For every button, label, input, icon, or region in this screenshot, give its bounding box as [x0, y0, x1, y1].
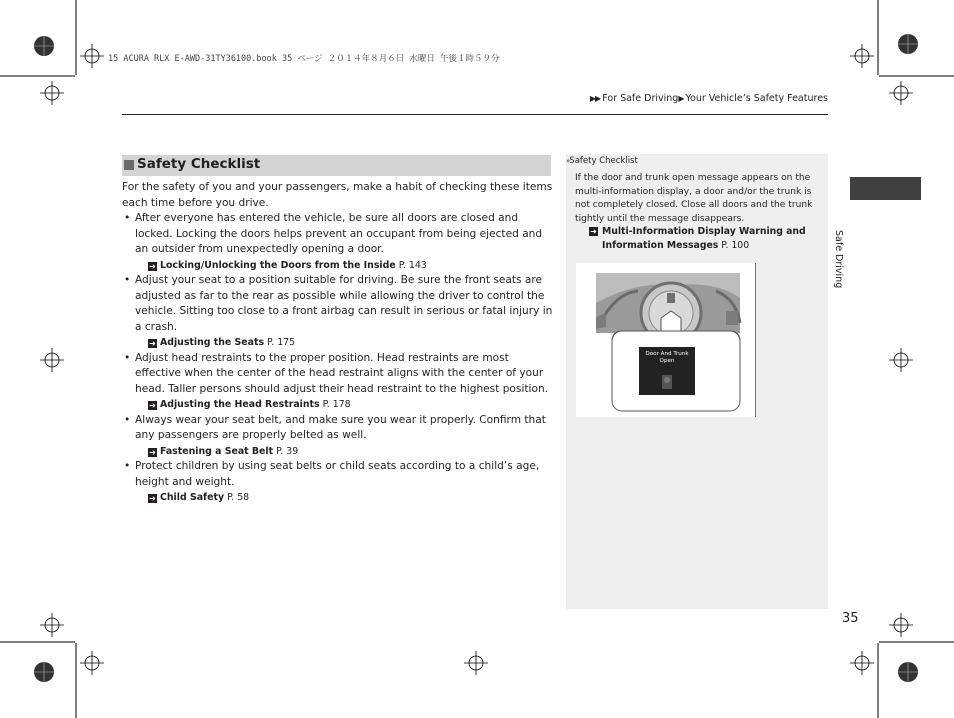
section-title: Safety Checklist	[137, 156, 261, 172]
header-rule	[122, 114, 828, 115]
cross-reference[interactable]	[122, 397, 554, 413]
breadcrumb	[590, 93, 828, 104]
breadcrumb-part-2[interactable]: Your Vehicle’s Safety Features	[685, 93, 828, 104]
list-item	[122, 413, 554, 444]
breadcrumb-separator-icon: ▶	[678, 94, 684, 103]
door-trunk-open-message: Door And Trunk Open	[645, 351, 689, 364]
reference-page: P. 178	[322, 399, 351, 410]
bullet-icon: •	[124, 274, 131, 286]
bullet-icon: •	[124, 460, 131, 472]
reference-title[interactable]: Fastening a Seat Belt	[160, 445, 274, 457]
cross-reference[interactable]	[122, 335, 554, 351]
bullet-icon: •	[124, 212, 131, 224]
dashboard-illustration	[576, 263, 756, 417]
reference-arrow-icon: ➜	[149, 339, 156, 348]
reference-title[interactable]: Adjusting the Head Restraints	[160, 399, 320, 410]
chapter-tab-label: Safe Driving	[833, 230, 844, 289]
reference-arrow-icon: ➜	[149, 494, 156, 503]
sidebar-heading	[566, 156, 638, 166]
reference-title[interactable]: Adjusting the Seats	[160, 337, 265, 348]
list-item	[122, 459, 554, 490]
reference-page: P. 143	[398, 259, 427, 271]
list-item	[122, 211, 554, 258]
sidebar-reference-page: P. 100	[721, 239, 750, 251]
reference-arrow-icon: ➜	[590, 227, 597, 236]
reference-page: P. 58	[227, 492, 250, 503]
bullet-icon: •	[124, 351, 131, 364]
bullet-icon: •	[124, 413, 131, 426]
list-item-text: Protect children by using seat belts or child seats according to a child’s age, height and weight.	[135, 460, 540, 488]
reference-page: P. 39	[276, 445, 299, 457]
list-item-text: Adjust your seat to a position suitable for driving. Be sure the front seats are adjusted as far to the rear as possible while allowing the driver to control the vehicle. Sitting too close to a front airbag can result in serious or fatal injury in a crash.	[135, 274, 553, 333]
cross-reference[interactable]	[122, 258, 554, 274]
sidebar-heading-text: Safety Checklist	[569, 156, 638, 166]
cross-reference[interactable]	[122, 490, 554, 506]
chapter-tab	[850, 177, 921, 200]
breadcrumb-arrows-icon: ▶▶	[589, 94, 601, 103]
intro-paragraph: For the safety of you and your passengers, make a habit of checking these items each time before you drive.	[122, 181, 553, 209]
list-item	[122, 273, 554, 335]
print-header: 15 ACURA RLX E-AWD-31TY36100.book 35 ページ ２０１４年８月６日 水曜日 午後１時５９分	[108, 54, 500, 64]
reference-title[interactable]: Locking/Unlocking the Doors from the Inside	[160, 259, 396, 271]
list-item	[122, 351, 554, 398]
reference-arrow-icon: ➜	[149, 401, 156, 410]
list-item-text: Always wear your seat belt, and make sure you wear it properly. Confirm that any passengers are properly belted as well.	[135, 413, 546, 441]
list-item-text: Adjust head restraints to the proper position. Head restraints are most effective when the center of the head restraint aligns with the center of your head. Taller persons should adjust their head restraint to the highest position.	[135, 351, 549, 395]
page-number: 35	[842, 611, 859, 626]
sidebar-arrows-icon: »	[566, 157, 570, 165]
cross-reference[interactable]	[122, 444, 554, 460]
sidebar-reference-title[interactable]: Multi-Information Display Warning and Information Messages	[602, 226, 806, 251]
sidebar-cross-reference[interactable]	[589, 225, 834, 252]
heading-square-icon	[124, 160, 134, 170]
section-heading-band	[122, 155, 551, 176]
reference-page: P. 175	[267, 337, 296, 348]
breadcrumb-part-1[interactable]: For Safe Driving	[602, 93, 679, 104]
reference-arrow-icon: ➜	[149, 447, 156, 457]
checklist	[122, 211, 554, 506]
reference-title[interactable]: Child Safety	[160, 492, 225, 503]
instrument-cluster-drawing	[576, 263, 755, 417]
reference-arrow-icon: ➜	[149, 261, 156, 271]
sidebar-body: If the door and trunk open message appears on the multi-information display, a door and/or the trunk is not completely closed. Close all doors and the trunk tightly until the message disappears.	[575, 173, 813, 225]
main-column	[122, 180, 554, 506]
list-item-text: After everyone has entered the vehicle, be sure all doors are closed and locked. Locking the doors helps prevent an occupant from being ejected and an outsider from unexpectedly opening a door.	[135, 212, 543, 255]
